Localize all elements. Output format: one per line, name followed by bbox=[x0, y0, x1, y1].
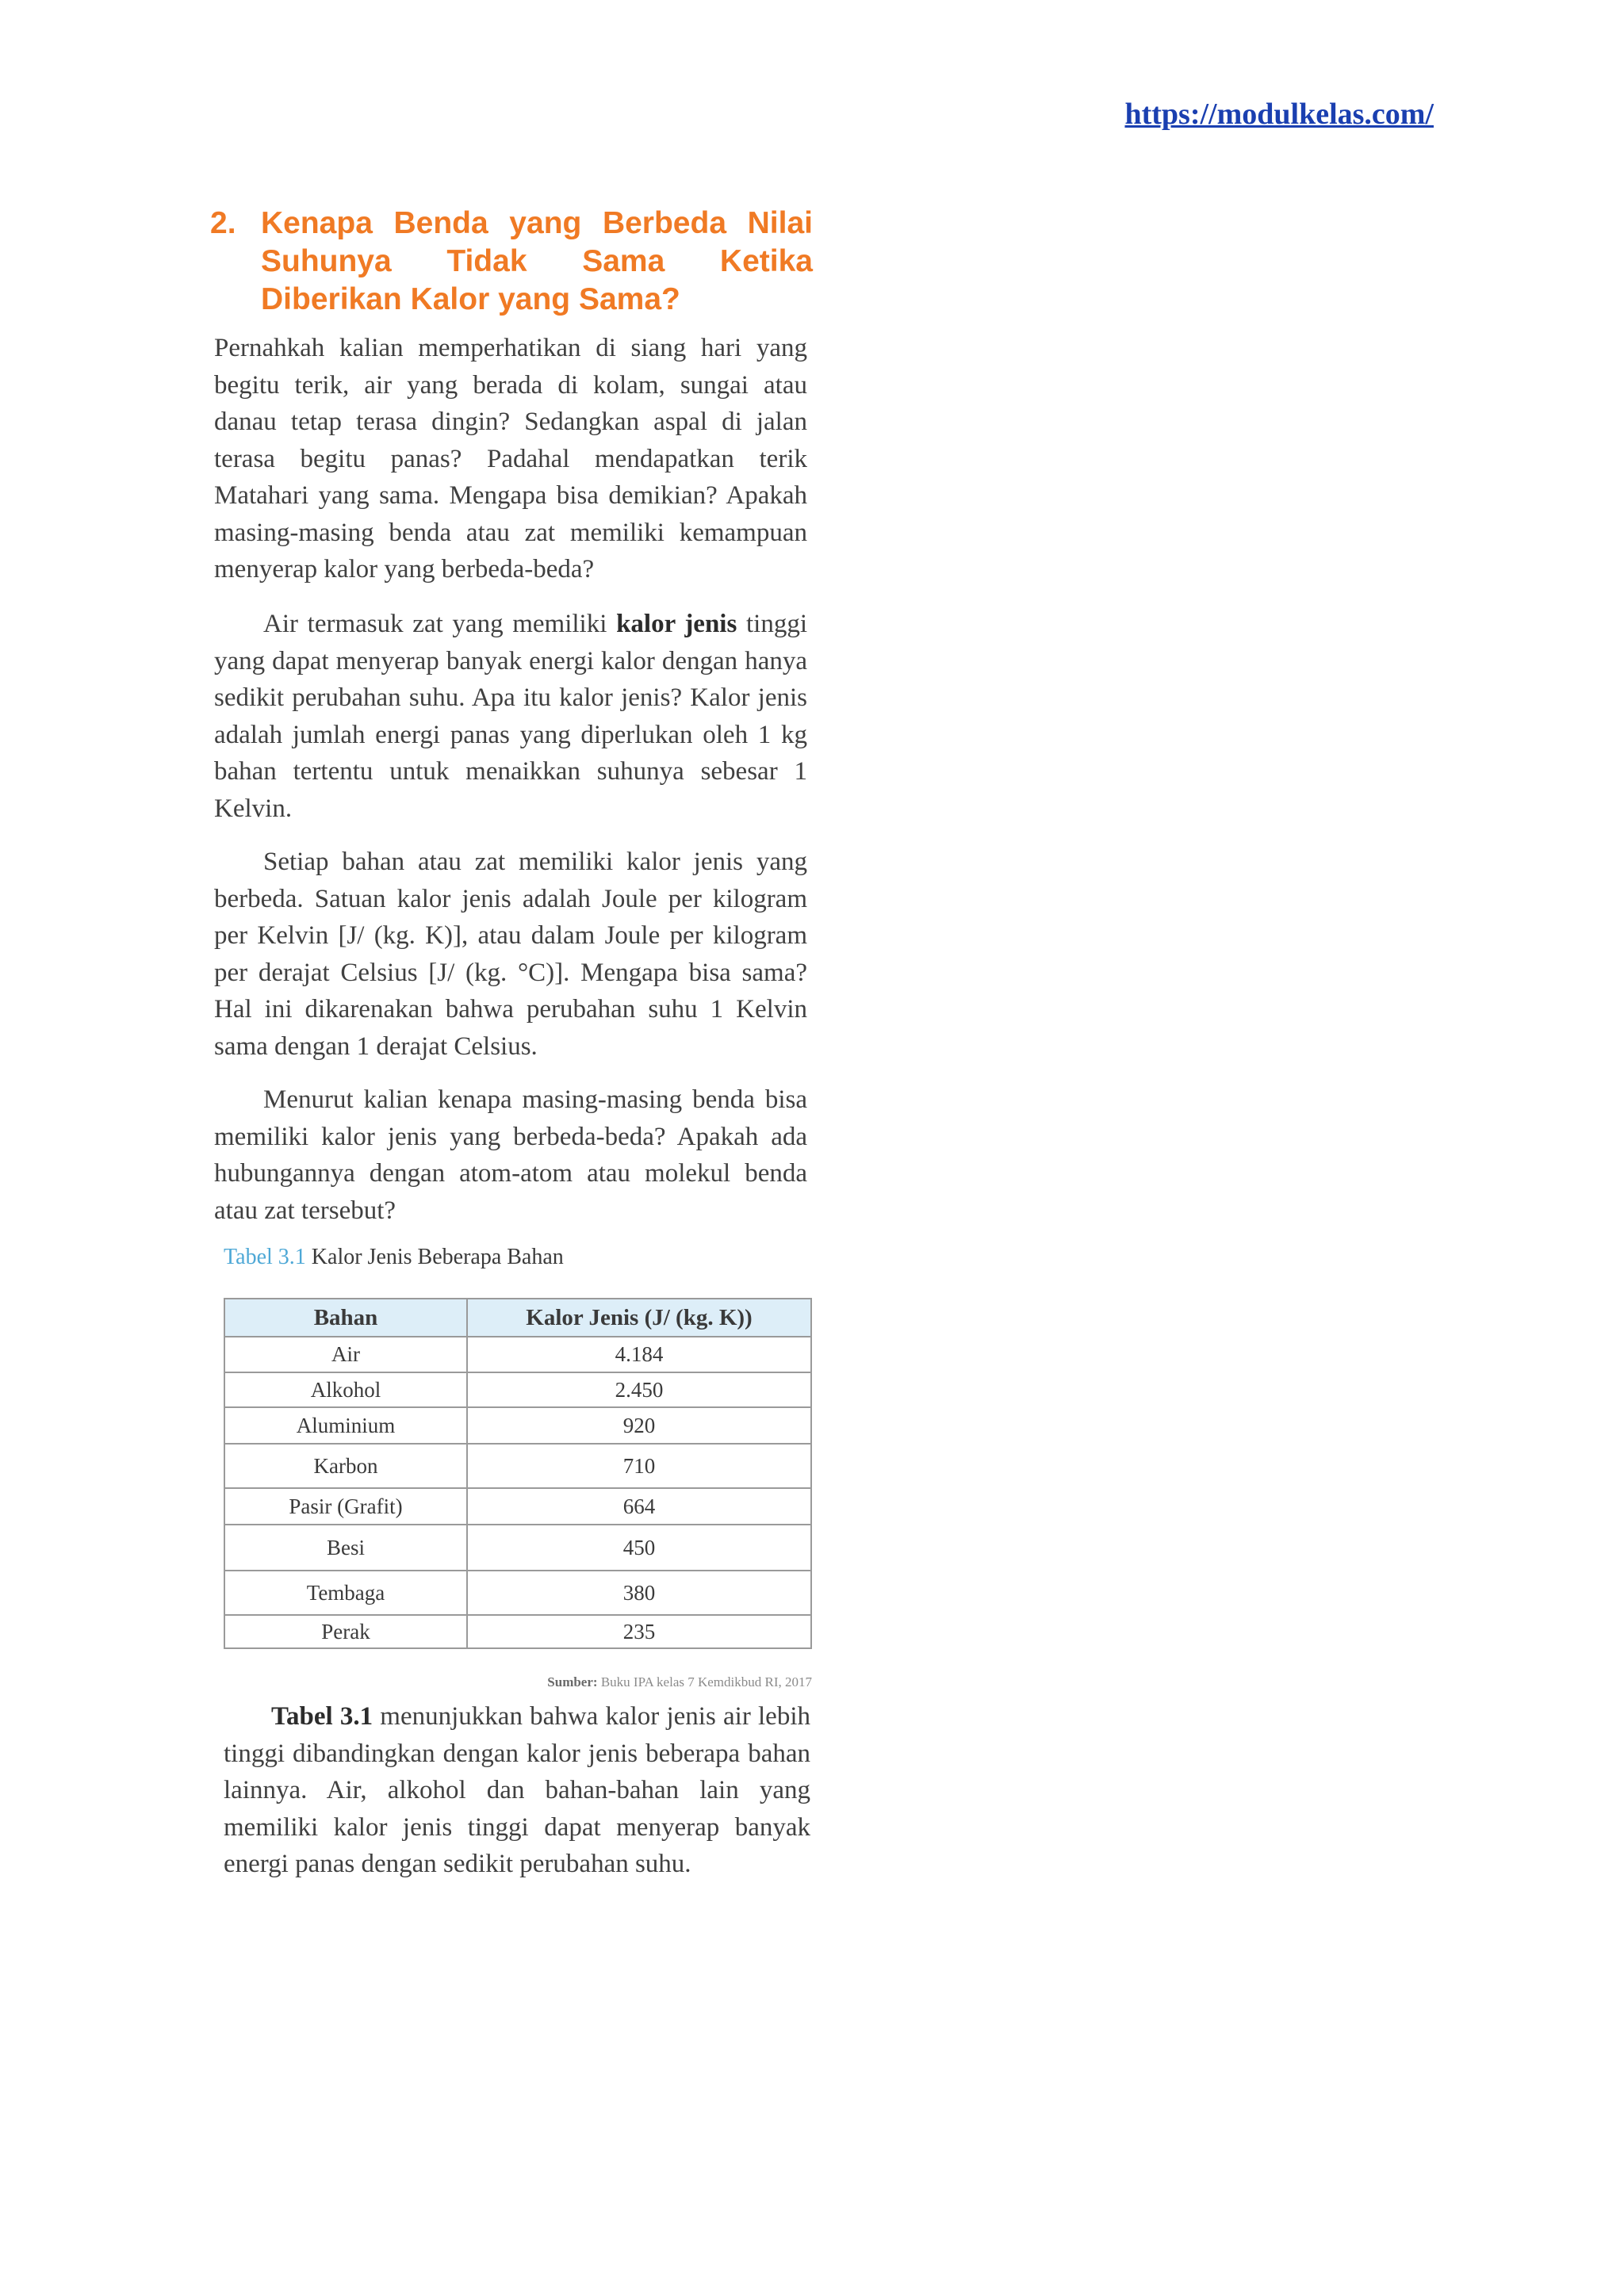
paragraph-3-block bbox=[214, 844, 807, 1065]
site-url-link[interactable]: https://modulkelas.com/ bbox=[1124, 98, 1434, 131]
cell-kalor-jenis: 380 bbox=[467, 1571, 811, 1615]
table-header-row bbox=[224, 1299, 811, 1337]
paragraph-2: Air termasuk zat yang memiliki kalor jenis tinggi yang dapat menyerap banyak energi kalor dengan hanya sedikit perubahan suhu. Apa itu kalor jenis? Kalor jenis adalah jumlah energi panas yang diperlukan oleh 1 kg bahan tertentu untuk menaikkan suhunya sebesar 1 Kelvin. bbox=[214, 610, 808, 823]
table-caption-label: Tabel 3.1 bbox=[224, 1245, 306, 1269]
intro-paragraph-block bbox=[214, 330, 807, 588]
section-number: 2. bbox=[210, 206, 236, 240]
cell-bahan: Tembaga bbox=[224, 1571, 467, 1615]
column-header-kalor-jenis: Kalor Jenis (J/ (kg. K)) bbox=[467, 1299, 811, 1337]
table-row bbox=[224, 1372, 811, 1407]
section-heading bbox=[210, 205, 813, 319]
table-row bbox=[224, 1337, 811, 1372]
table-row bbox=[224, 1488, 811, 1525]
section-title: Kenapa Benda yang Berbeda Nilai Suhunya Tidak Sama Ketika Diberikan Kalor yang Sama? bbox=[261, 206, 813, 316]
cell-bahan: Karbon bbox=[224, 1444, 467, 1488]
table-row bbox=[224, 1444, 811, 1488]
paragraph-4: Menurut kalian kenapa masing-masing benda bisa memiliki kalor jenis yang berbeda-beda? Apakah ada hubungannya dengan atom-atom atau molekul benda atau zat tersebut? bbox=[214, 1085, 807, 1225]
paragraph-3: Setiap bahan atau zat memiliki kalor jenis yang berbeda. Satuan kalor jenis adalah Joule per kilogram per Kelvin [J/ (kg. K)], atau dalam Joule per kilogram per derajat Celsius [J/ (kg. °C)]. Mengapa bisa sama? Hal ini dikarenakan bahwa perubahan suhu 1 Kelvin sama dengan 1 derajat Celsius. bbox=[214, 848, 807, 1061]
paragraph-1: Pernahkah kalian memperhatikan di siang hari yang begitu terik, air yang berada di kolam, sungai atau danau tetap terasa dingin? Sedangkan aspal di jalan terasa begitu panas? Padahal mendapatkan terik Matahari yang sama. Mengapa bisa demikian? Apakah masing-masing benda atau zat memiliki kemampuan menyerap kalor yang berbeda-beda? bbox=[214, 334, 807, 584]
cell-bahan: Perak bbox=[224, 1615, 467, 1648]
table-row bbox=[224, 1615, 811, 1648]
kalor-jenis-term: kalor jenis bbox=[616, 610, 737, 638]
table-row bbox=[224, 1525, 811, 1571]
cell-kalor-jenis: 664 bbox=[467, 1488, 811, 1525]
cell-kalor-jenis: 4.184 bbox=[467, 1337, 811, 1372]
cell-kalor-jenis: 450 bbox=[467, 1525, 811, 1571]
paragraph-2-block bbox=[214, 606, 807, 827]
table-source bbox=[547, 1674, 812, 1690]
table-row bbox=[224, 1407, 811, 1444]
table-row bbox=[224, 1571, 811, 1615]
paragraph-5-block bbox=[224, 1698, 810, 1883]
column-header-bahan: Bahan bbox=[224, 1299, 467, 1337]
cell-bahan: Pasir (Grafit) bbox=[224, 1488, 467, 1525]
cell-bahan: Alkohol bbox=[224, 1372, 467, 1407]
cell-bahan: Aluminium bbox=[224, 1407, 467, 1444]
cell-kalor-jenis: 710 bbox=[467, 1444, 811, 1488]
cell-bahan: Besi bbox=[224, 1525, 467, 1571]
paragraph-5: Tabel 3.1 menunjukkan bahwa kalor jenis air lebih tinggi dibandingkan dengan kalor jenis beberapa bahan lainnya. Air, alkohol dan bahan-bahan lain yang memiliki kalor jenis tinggi dapat menyerap banyak energi panas dengan sedikit perubahan suhu. bbox=[224, 1702, 810, 1878]
cell-bahan: Air bbox=[224, 1337, 467, 1372]
source-label: Sumber: bbox=[547, 1674, 598, 1689]
table-reference: Tabel 3.1 bbox=[271, 1702, 373, 1731]
table-caption bbox=[224, 1245, 564, 1270]
cell-kalor-jenis: 235 bbox=[467, 1615, 811, 1648]
paragraph-4-block bbox=[214, 1081, 807, 1229]
cell-kalor-jenis: 2.450 bbox=[467, 1372, 811, 1407]
table-caption-text: Kalor Jenis Beberapa Bahan bbox=[305, 1245, 564, 1269]
cell-kalor-jenis: 920 bbox=[467, 1407, 811, 1444]
source-text: Buku IPA kelas 7 Kemdikbud RI, 2017 bbox=[597, 1674, 812, 1689]
specific-heat-table bbox=[224, 1298, 812, 1649]
